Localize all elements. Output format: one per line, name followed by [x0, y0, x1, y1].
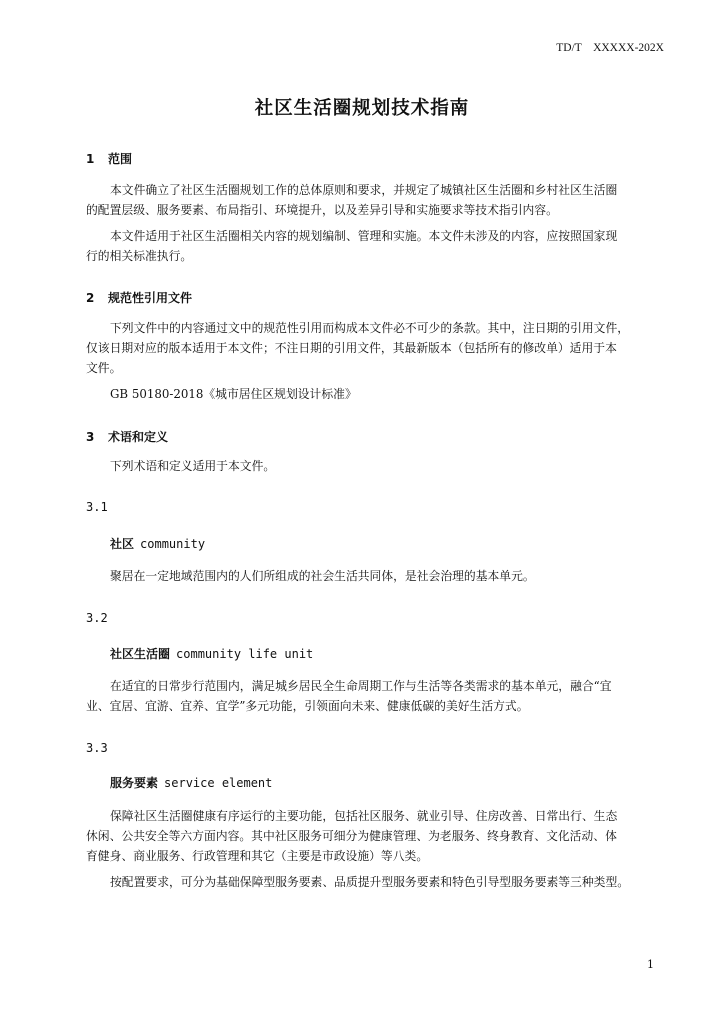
term-number: 3.2	[86, 611, 108, 625]
document-title: 社区生活圈规划技术指南	[254, 98, 470, 119]
section-number: 3	[86, 430, 95, 444]
text-line: 下列文件中的内容通过文中的规范性引用而构成本文件必不可少的条款。其中，注日期的引用文件，	[110, 321, 630, 335]
section-title: 规范性引用文件	[108, 291, 193, 305]
section-heading	[86, 289, 192, 306]
text-line: 育健身、商业服务、行政管理和其它（主要是市政设施）等八类。	[86, 849, 429, 863]
text-line: 聚居在一定地域范围内的人们所组成的社会生活共同体，是社会治理的基本单元。	[110, 569, 535, 583]
text-line: 本文件确立了社区生活圈规划工作的总体原则和要求，并规定了城镇社区生活圈和乡村社区生活圈	[110, 183, 618, 197]
text-line: 的配置层级、服务要素、布局指引、环境提升，以及差异引导和实施要求等技术指引内容。	[86, 203, 558, 217]
text-line: 文件。	[86, 361, 122, 375]
term-entry	[110, 774, 272, 791]
reference-entry: GB 50180-2018《城市居住区规划设计标准》	[110, 387, 357, 401]
paragraph	[86, 384, 659, 404]
section-heading	[86, 428, 168, 445]
text-line: 下列术语和定义适用于本文件。	[110, 459, 276, 473]
section-number: 2	[86, 291, 95, 305]
text-line: 行的相关标准执行。	[86, 249, 193, 263]
term-chinese: 社区	[110, 537, 135, 551]
section-title: 范围	[108, 152, 133, 166]
paragraph	[86, 180, 659, 220]
text-line: 保障社区生活圈健康有序运行的主要功能，包括社区服务、就业引导、住房改善、日常出行、生态	[110, 809, 618, 823]
section-heading	[86, 150, 132, 167]
term-number: 3.3	[86, 741, 108, 755]
text-line: 仅该日期对应的版本适用于本文件；不注日期的引用文件，其最新版本（包括所有的修改单）适用于本	[86, 341, 617, 355]
section-title: 术语和定义	[108, 430, 169, 444]
term-entry	[110, 645, 313, 662]
term-chinese: 服务要素	[110, 776, 159, 790]
text-line: 按配置要求，可分为基础保障型服务要素、品质提升型服务要素和特色引导型服务要素等三种类型。	[110, 875, 630, 889]
page-number: 1	[647, 958, 654, 971]
term-english: community	[140, 537, 206, 551]
term-definition	[86, 806, 659, 866]
term-definition	[86, 872, 659, 892]
term-number: 3.1	[86, 500, 108, 514]
term-definition	[86, 676, 659, 716]
term-english: community life unit	[176, 647, 314, 661]
text-line: 休闲、公共安全等六方面内容。其中社区服务可细分为健康管理、为老服务、终身教育、文化活动、体	[86, 829, 617, 843]
text-line: 在适宜的日常步行范围内，满足城乡居民全生命周期工作与生活等各类需求的基本单元，融合“宜	[110, 679, 612, 693]
text-line: 业、宜居、宜游、宜养、宜学”多元功能，引领面向未来、健康低碳的美好生活方式。	[86, 699, 529, 713]
standard-code: TD/T XXXXX-202X	[556, 42, 664, 54]
term-definition	[86, 566, 659, 586]
paragraph	[86, 318, 659, 378]
paragraph	[86, 226, 659, 266]
term-entry	[110, 535, 205, 552]
term-english: service element	[164, 776, 273, 790]
section-number: 1	[86, 152, 95, 166]
term-chinese: 社区生活圈	[110, 647, 171, 661]
text-line: 本文件适用于社区生活圈相关内容的规划编制、管理和实施。本文件未涉及的内容，应按照国家现	[110, 229, 618, 243]
paragraph	[86, 456, 659, 476]
